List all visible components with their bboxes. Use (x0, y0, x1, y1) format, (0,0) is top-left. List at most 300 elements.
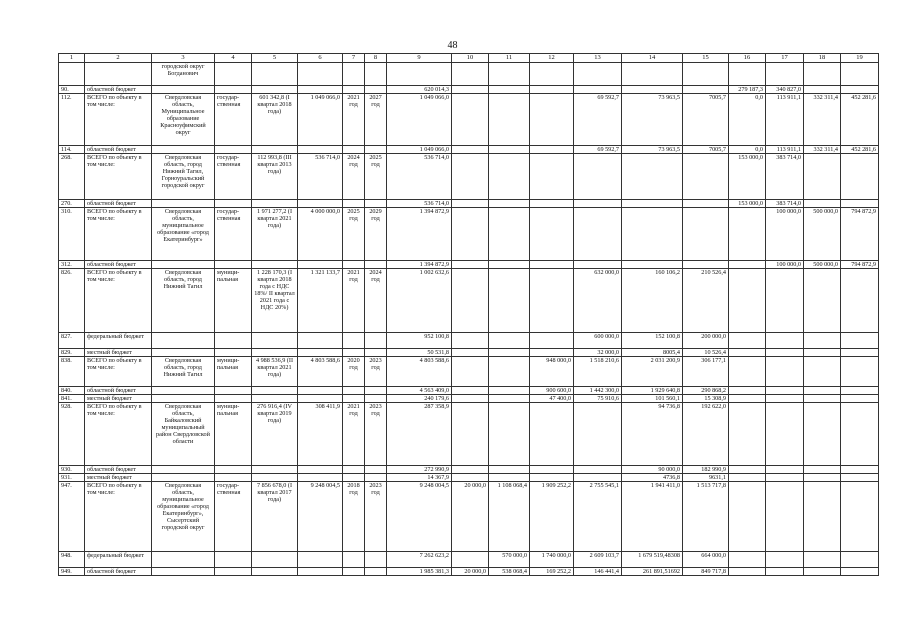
table-cell: 536 714,0 (387, 200, 452, 208)
table-cell (766, 349, 804, 357)
table-cell: 948. (59, 552, 85, 568)
table-row (59, 208, 879, 261)
table-cell (622, 261, 683, 269)
table-cell: местный бюджет (85, 349, 152, 357)
table-cell (574, 261, 622, 269)
table-cell: ВСЕГО по объекту в том числе: (85, 269, 152, 333)
table-cell (152, 474, 215, 482)
table-cell (252, 63, 298, 86)
column-header: 9 (387, 54, 452, 63)
table-row (59, 474, 879, 482)
table-cell (489, 466, 530, 474)
table-cell: 20 000,0 (452, 482, 489, 552)
table-cell (215, 387, 252, 395)
column-header: 17 (766, 54, 804, 63)
table-cell: 10 526,4 (683, 349, 729, 357)
table-cell: 7005,7 (683, 94, 729, 146)
table-cell: 928. (59, 403, 85, 466)
table-cell: 1 108 068,4 (489, 482, 530, 552)
table-cell: 7 856 678,0 (I квартал 2017 года) (252, 482, 298, 552)
table-cell (215, 200, 252, 208)
table-cell (387, 63, 452, 86)
table-cell (215, 466, 252, 474)
table-cell: Свердловская область, город Нижний Тагил (152, 269, 215, 333)
table-cell (622, 86, 683, 94)
table-cell: 1 049 066,0 (387, 146, 452, 154)
table-cell: 2 755 545,1 (574, 482, 622, 552)
table-cell (766, 269, 804, 333)
table-cell (252, 333, 298, 349)
table-cell (252, 395, 298, 403)
table-cell: 69 592,7 (574, 146, 622, 154)
column-header: 16 (729, 54, 766, 63)
table-cell: 2 609 103,7 (574, 552, 622, 568)
table-cell: 261 891,51692 (622, 568, 683, 576)
table-cell (622, 200, 683, 208)
table-cell (59, 63, 85, 86)
table-cell (766, 568, 804, 576)
column-header: 11 (489, 54, 530, 63)
table-cell: областной бюджет (85, 466, 152, 474)
table-row (59, 466, 879, 474)
table-cell (152, 552, 215, 568)
table-cell (365, 387, 387, 395)
table-cell (729, 349, 766, 357)
table-cell (841, 154, 879, 200)
table-cell (841, 474, 879, 482)
table-cell: 1 002 632,6 (387, 269, 452, 333)
table-cell (804, 86, 841, 94)
table-cell (85, 63, 152, 86)
table-cell (766, 395, 804, 403)
column-header: 12 (530, 54, 574, 63)
table-cell: Свердловская область, Муниципальное образование Красноуфимский округ (152, 94, 215, 146)
table-cell: 900 600,0 (530, 387, 574, 395)
table-cell: 2021 год (343, 403, 365, 466)
table-cell: 312. (59, 261, 85, 269)
table-cell (489, 395, 530, 403)
table-cell (452, 208, 489, 261)
table-cell (343, 333, 365, 349)
table-cell: 146 441,4 (574, 568, 622, 576)
table-cell (365, 200, 387, 208)
column-header: 3 (152, 54, 215, 63)
table-row (59, 261, 879, 269)
table-cell (729, 63, 766, 86)
table-cell: ВСЕГО по объекту в том числе: (85, 357, 152, 387)
table-cell (343, 261, 365, 269)
table-cell (766, 63, 804, 86)
table-cell: 1 228 170,3 (I квартал 2018 года с НДС 18%/ II квартал 2021 года с НДС 20%) (252, 269, 298, 333)
page-number: 48 (447, 40, 458, 51)
table-cell (804, 269, 841, 333)
table-cell (489, 333, 530, 349)
table-cell: Свердловская область, Байкаловский муниципальный район Свердловской области (152, 403, 215, 466)
table-cell (298, 63, 343, 86)
table-cell (530, 86, 574, 94)
table-cell: Свердловская область, муниципальное образование «город Екатеринбург» (152, 208, 215, 261)
table-cell (841, 568, 879, 576)
table-cell: 73 963,5 (622, 94, 683, 146)
table-cell (766, 474, 804, 482)
table-cell (489, 474, 530, 482)
table-cell: 153 000,0 (729, 200, 766, 208)
table-cell (622, 154, 683, 200)
table-row (59, 333, 879, 349)
table-cell (489, 94, 530, 146)
table-cell: 210 526,4 (683, 269, 729, 333)
table-cell (530, 94, 574, 146)
table-cell (574, 208, 622, 261)
table-cell: 101 560,1 (622, 395, 683, 403)
table-cell (729, 482, 766, 552)
table-cell (215, 349, 252, 357)
table-cell: 601 342,8 (I квартал 2018 года) (252, 94, 298, 146)
table-row (59, 200, 879, 208)
table-cell: 50 531,8 (387, 349, 452, 357)
table-cell (574, 200, 622, 208)
table-cell: 2024 год (343, 154, 365, 200)
table-cell (683, 261, 729, 269)
table-cell (152, 146, 215, 154)
table-cell: ВСЕГО по объекту в том числе: (85, 94, 152, 146)
table-cell: 838. (59, 357, 85, 387)
table-cell (215, 568, 252, 576)
table-cell (452, 466, 489, 474)
table-row (59, 403, 879, 466)
table-cell: муници-пальная (215, 403, 252, 466)
table-cell (152, 466, 215, 474)
table-cell (804, 387, 841, 395)
table-cell (365, 395, 387, 403)
table-cell: 240 179,6 (387, 395, 452, 403)
table-cell: 2024 год (365, 269, 387, 333)
table-cell (804, 200, 841, 208)
table-row (59, 568, 879, 576)
table-row (59, 395, 879, 403)
table-cell: 4 803 588,6 (387, 357, 452, 387)
table-cell: 287 358,9 (387, 403, 452, 466)
table-cell (365, 466, 387, 474)
table-cell: 826. (59, 269, 85, 333)
table-cell: 949. (59, 568, 85, 576)
table-cell: 7005,7 (683, 146, 729, 154)
table-cell: областной бюджет (85, 200, 152, 208)
table-cell (530, 349, 574, 357)
table-cell: 15 308,9 (683, 395, 729, 403)
table-cell (574, 154, 622, 200)
table-cell (452, 94, 489, 146)
table-cell (489, 154, 530, 200)
table-cell: 7 262 623,2 (387, 552, 452, 568)
table-cell: областной бюджет (85, 261, 152, 269)
table-cell (343, 63, 365, 86)
column-number-header (59, 54, 879, 63)
table-cell: 8005,4 (622, 349, 683, 357)
table-cell: 114. (59, 146, 85, 154)
table-cell (683, 154, 729, 200)
table-cell: 1 518 210,6 (574, 357, 622, 387)
column-header: 1 (59, 54, 85, 63)
table-cell: 452 281,6 (841, 94, 879, 146)
table-cell (215, 474, 252, 482)
table-cell (574, 63, 622, 86)
table-cell: 383 714,0 (766, 154, 804, 200)
table-cell (215, 333, 252, 349)
table-cell: 664 000,0 (683, 552, 729, 568)
table-cell: 1 941 411,0 (622, 482, 683, 552)
table-cell: 47 400,0 (530, 395, 574, 403)
table-cell: 2023 год (365, 357, 387, 387)
table-cell: 952 100,8 (387, 333, 452, 349)
table-cell (841, 552, 879, 568)
table-cell (452, 349, 489, 357)
table-cell: 270. (59, 200, 85, 208)
table-cell: 20 000,0 (452, 568, 489, 576)
table-cell: 500 000,0 (804, 208, 841, 261)
table-cell: 73 963,5 (622, 146, 683, 154)
table-cell (804, 474, 841, 482)
budget-table (58, 53, 879, 576)
table-cell (729, 387, 766, 395)
table-row (59, 482, 879, 552)
table-cell: 794 872,9 (841, 261, 879, 269)
table-cell (841, 86, 879, 94)
table-cell: 794 872,9 (841, 208, 879, 261)
table-cell: 2021 год (343, 94, 365, 146)
table-cell (152, 261, 215, 269)
table-cell: 308 411,9 (298, 403, 343, 466)
table-cell (729, 466, 766, 474)
table-cell: 100 000,0 (766, 261, 804, 269)
table-cell (152, 387, 215, 395)
table-cell: 279 187,3 (729, 86, 766, 94)
table-cell (298, 349, 343, 357)
table-cell (365, 333, 387, 349)
table-cell (343, 86, 365, 94)
table-cell (729, 552, 766, 568)
table-cell (215, 552, 252, 568)
table-cell: 632 000,0 (574, 269, 622, 333)
column-header: 14 (622, 54, 683, 63)
table-cell: местный бюджет (85, 395, 152, 403)
table-cell (530, 200, 574, 208)
table-cell: 4 563 409,0 (387, 387, 452, 395)
table-cell (804, 568, 841, 576)
table-cell: 112 993,8 (III квартал 2013 года) (252, 154, 298, 200)
table-cell (152, 395, 215, 403)
table-cell (622, 208, 683, 261)
table-cell (152, 568, 215, 576)
table-cell (530, 466, 574, 474)
table-cell (841, 395, 879, 403)
table-cell: 90. (59, 86, 85, 94)
table-cell (252, 552, 298, 568)
table-cell (489, 269, 530, 333)
table-cell (766, 387, 804, 395)
table-cell (452, 200, 489, 208)
table-cell (452, 552, 489, 568)
table-cell (452, 261, 489, 269)
table-cell (729, 568, 766, 576)
table-cell (729, 208, 766, 261)
table-cell: 829. (59, 349, 85, 357)
table-cell: 931. (59, 474, 85, 482)
table-cell (452, 154, 489, 200)
table-cell (841, 466, 879, 474)
table-cell: 113 911,1 (766, 146, 804, 154)
table-cell: 1 513 717,8 (683, 482, 729, 552)
table-cell: 1 985 381,3 (387, 568, 452, 576)
table-cell (343, 466, 365, 474)
table-cell (622, 63, 683, 86)
column-header: 10 (452, 54, 489, 63)
table-cell (683, 86, 729, 94)
table-cell: 200 000,0 (683, 333, 729, 349)
table-cell: 9631,1 (683, 474, 729, 482)
table-cell (298, 333, 343, 349)
table-cell (804, 403, 841, 466)
table-cell: 310. (59, 208, 85, 261)
table-cell: 827. (59, 333, 85, 349)
table-cell: 268. (59, 154, 85, 200)
table-cell (804, 357, 841, 387)
table-cell: Свердловская область, муниципальное образование «город Екатеринбург», Сысертский городской округ (152, 482, 215, 552)
table-cell (530, 154, 574, 200)
table-cell: 9 248 004,5 (387, 482, 452, 552)
table-cell: 1 321 133,7 (298, 269, 343, 333)
table-cell: 1 049 066,0 (298, 94, 343, 146)
table-cell: 930. (59, 466, 85, 474)
table-cell (252, 261, 298, 269)
table-cell: государ-ственная (215, 154, 252, 200)
table-cell (489, 208, 530, 261)
table-cell: 948 000,0 (530, 357, 574, 387)
table-cell (489, 349, 530, 357)
table-cell: государ-ственная (215, 94, 252, 146)
table-cell: 840. (59, 387, 85, 395)
table-cell (729, 333, 766, 349)
table-cell: 570 000,0 (489, 552, 530, 568)
table-cell: 1 929 640,8 (622, 387, 683, 395)
table-cell: 2029 год (365, 208, 387, 261)
table-cell: 169 252,2 (530, 568, 574, 576)
table-cell (298, 387, 343, 395)
table-cell (452, 269, 489, 333)
table-cell (766, 403, 804, 466)
table-cell (365, 349, 387, 357)
table-cell: 4 988 536,9 (II квартал 2021 года) (252, 357, 298, 387)
table-body (59, 54, 879, 576)
table-cell (452, 474, 489, 482)
table-cell: 1 909 252,2 (530, 482, 574, 552)
table-cell: 332 311,4 (804, 94, 841, 146)
table-row (59, 387, 879, 395)
table-cell (343, 568, 365, 576)
table-cell: 182 990,9 (683, 466, 729, 474)
table-cell (729, 261, 766, 269)
table-cell (841, 482, 879, 552)
table-cell: 100 000,0 (766, 208, 804, 261)
table-cell (729, 357, 766, 387)
table-cell (452, 63, 489, 86)
table-cell (841, 63, 879, 86)
table-cell (452, 357, 489, 387)
table-cell (252, 200, 298, 208)
table-cell: 69 592,7 (574, 94, 622, 146)
table-cell (298, 200, 343, 208)
table-cell: муници-пальная (215, 269, 252, 333)
table-cell (766, 357, 804, 387)
table-cell: 32 000,0 (574, 349, 622, 357)
table-cell (343, 395, 365, 403)
table-cell: 0,0 (729, 146, 766, 154)
table-cell: 538 068,4 (489, 568, 530, 576)
table-cell (574, 466, 622, 474)
table-cell: 90 000,0 (622, 466, 683, 474)
table-cell (343, 474, 365, 482)
table-cell (841, 349, 879, 357)
table-cell (365, 474, 387, 482)
table-cell (252, 568, 298, 576)
table-cell: 192 622,0 (683, 403, 729, 466)
table-cell (152, 200, 215, 208)
table-cell: 113 911,1 (766, 94, 804, 146)
table-cell: 14 367,9 (387, 474, 452, 482)
table-cell: городской округ Богданович (152, 63, 215, 86)
table-cell: 112. (59, 94, 85, 146)
table-cell: 536 714,0 (298, 154, 343, 200)
table-cell: 500 000,0 (804, 261, 841, 269)
table-cell (841, 357, 879, 387)
table-cell: 2023 год (365, 482, 387, 552)
table-cell (804, 482, 841, 552)
table-cell (841, 200, 879, 208)
table-cell (365, 261, 387, 269)
table-row (59, 94, 879, 146)
table-cell: 536 714,0 (387, 154, 452, 200)
table-cell: 1 442 300,0 (574, 387, 622, 395)
table-cell (343, 387, 365, 395)
table-cell (489, 261, 530, 269)
table-cell (252, 387, 298, 395)
table-row (59, 269, 879, 333)
table-cell (766, 482, 804, 552)
table-cell: 947. (59, 482, 85, 552)
table-row (59, 146, 879, 154)
table-cell: 0,0 (729, 94, 766, 146)
table-cell: 160 106,2 (622, 269, 683, 333)
table-cell (489, 387, 530, 395)
table-cell: ВСЕГО по объекту в том числе: (85, 208, 152, 261)
table-cell (841, 387, 879, 395)
table-cell: местный бюджет (85, 474, 152, 482)
table-cell (343, 349, 365, 357)
table-cell: 1 394 872,9 (387, 261, 452, 269)
table-cell (489, 403, 530, 466)
column-header: 18 (804, 54, 841, 63)
table-cell: областной бюджет (85, 86, 152, 94)
table-cell (489, 357, 530, 387)
table-cell (298, 395, 343, 403)
table-cell (530, 63, 574, 86)
table-cell (804, 395, 841, 403)
table-cell (766, 466, 804, 474)
table-cell (365, 146, 387, 154)
column-header: 13 (574, 54, 622, 63)
table-row (59, 154, 879, 200)
table-cell (530, 208, 574, 261)
